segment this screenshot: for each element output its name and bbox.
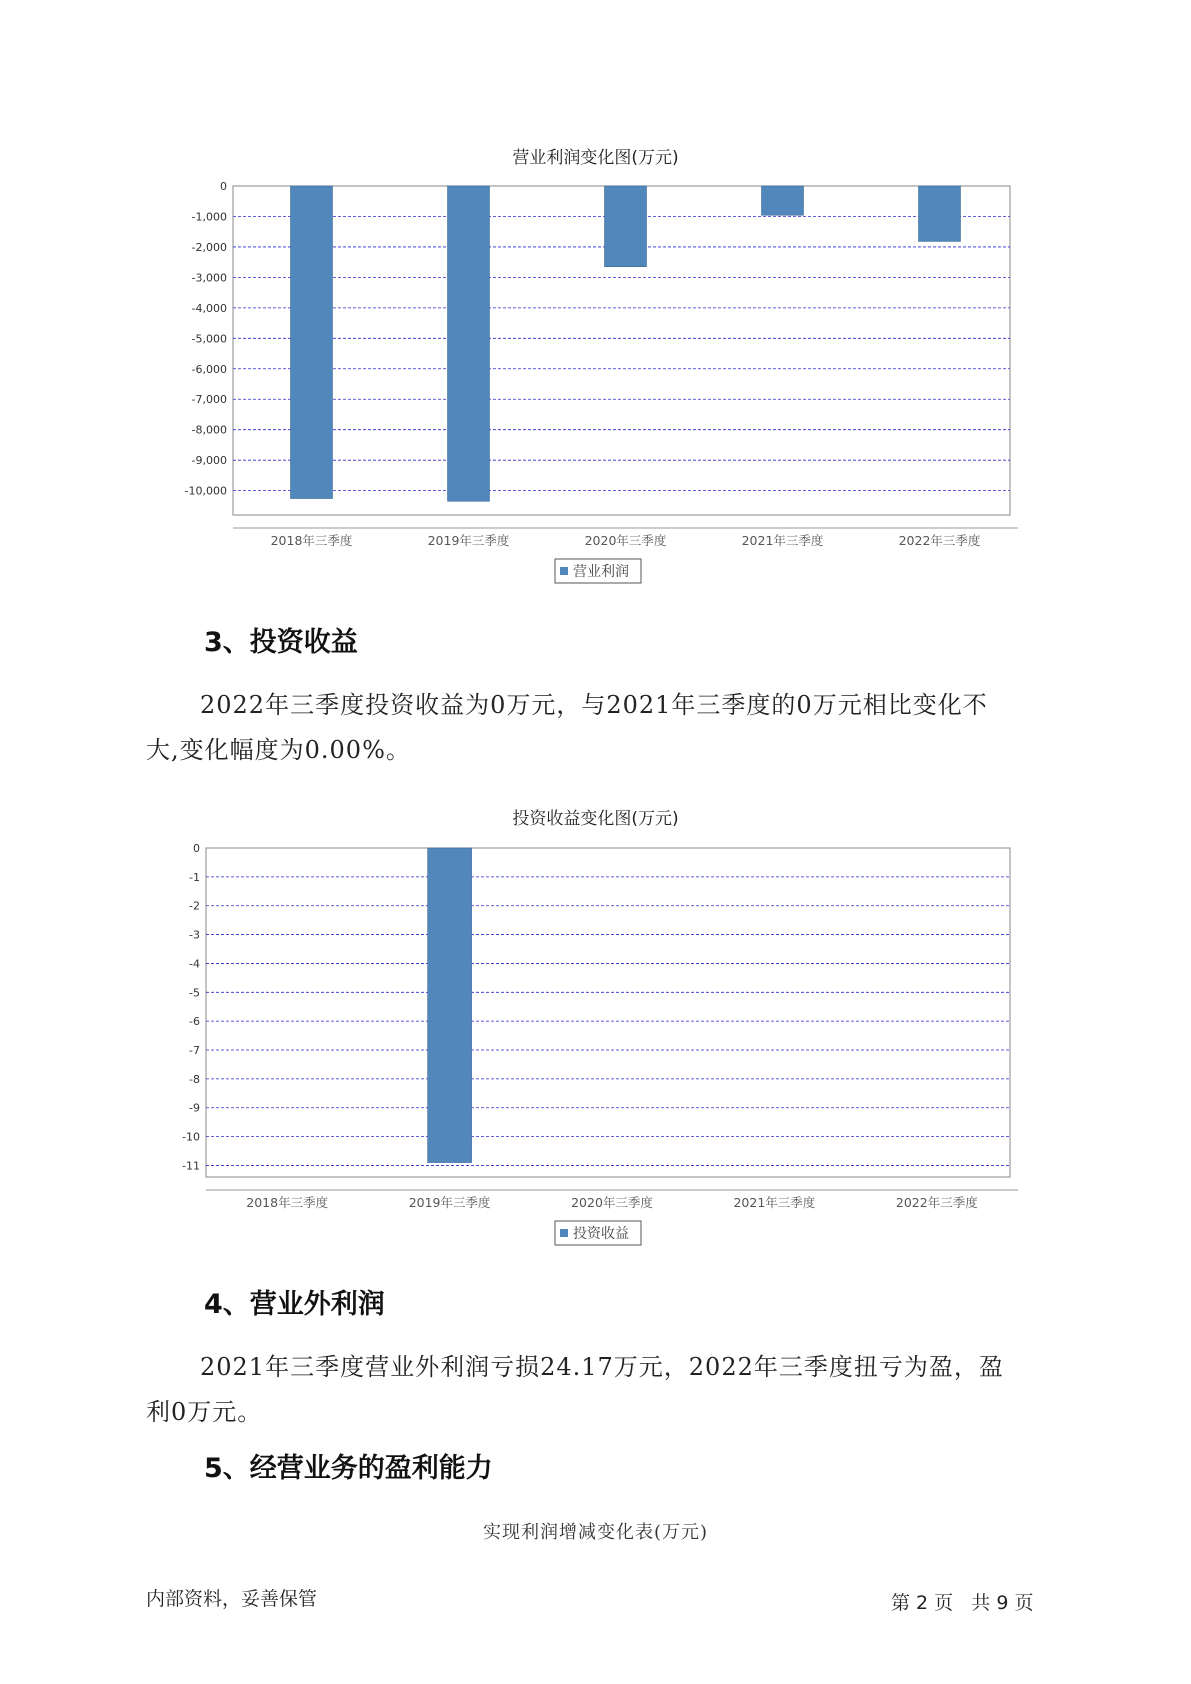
x-tick-label: 2019年三季度	[408, 1195, 491, 1210]
y-tick-label: -11	[182, 1159, 200, 1173]
y-tick-label: -9	[189, 1101, 200, 1115]
bar	[605, 186, 647, 267]
y-tick-label: -3	[189, 928, 200, 942]
x-tick-label: 2021年三季度	[733, 1195, 816, 1210]
section-heading-non-operating-profit: 4、营业外利润	[204, 1289, 385, 1320]
y-tick-label: -7	[189, 1044, 200, 1058]
paragraph-line: 利0万元。	[146, 1398, 263, 1426]
x-tick-label: 2022年三季度	[895, 1195, 978, 1210]
y-tick-label: -9,000	[191, 454, 227, 468]
y-tick-label: -7,000	[191, 393, 227, 407]
y-tick-label: -5	[189, 986, 200, 1000]
y-tick-label: -4	[189, 957, 200, 971]
operating-profit-chart	[0, 160, 1191, 590]
chart-title-investment-income: 投资收益变化图(万元)	[512, 809, 679, 829]
section-heading-investment-income: 3、投资收益	[204, 627, 358, 658]
x-tick-label: 2022年三季度	[898, 533, 981, 548]
footer-confidential-note: 内部资料，妥善保管	[146, 1588, 318, 1610]
x-tick-label: 2018年三季度	[270, 533, 353, 548]
x-tick-label: 2021年三季度	[741, 533, 824, 548]
y-tick-label: -1,000	[191, 210, 227, 224]
x-tick-label: 2020年三季度	[571, 1195, 653, 1210]
y-tick-label: -8	[189, 1072, 200, 1086]
investment-income-chart	[0, 822, 1191, 1252]
legend-swatch	[560, 567, 568, 575]
bar	[291, 186, 333, 499]
legend-swatch	[560, 1229, 568, 1237]
y-tick-label: -2,000	[191, 240, 227, 254]
y-tick-label: 0	[193, 842, 200, 855]
bar	[919, 186, 961, 241]
x-tick-label: 2018年三季度	[246, 1195, 329, 1210]
page-number: 第 2 页 共 9 页	[891, 1592, 1034, 1614]
y-tick-label: -3,000	[191, 271, 227, 285]
y-tick-label: -8,000	[191, 423, 227, 437]
y-tick-label: -1	[189, 870, 200, 884]
bar	[762, 186, 804, 215]
y-tick-label: -6	[189, 1015, 200, 1029]
y-tick-label: -2	[189, 899, 200, 913]
chart-title-operating-profit: 营业利润变化图(万元)	[512, 148, 679, 168]
y-tick-label: -10	[182, 1130, 200, 1144]
x-tick-label: 2019年三季度	[427, 533, 510, 548]
paragraph-line: 2022年三季度投资收益为0万元，与2021年三季度的0万元相比变化不	[200, 691, 988, 719]
plot-area	[206, 848, 1010, 1177]
y-tick-label: 0	[220, 180, 227, 193]
legend-label: 投资收益	[573, 1226, 629, 1242]
table-caption: 实现利润增减变化表(万元)	[482, 1522, 709, 1543]
y-tick-label: -4,000	[191, 301, 227, 315]
paragraph-line: 2021年三季度营业外利润亏损24.17万元，2022年三季度扭亏为盈，盈	[200, 1353, 1004, 1381]
paragraph-line: 大,变化幅度为0.00%。	[146, 736, 411, 764]
bar	[448, 186, 490, 501]
y-tick-label: -6,000	[191, 362, 227, 376]
y-tick-label: -10,000	[184, 484, 227, 498]
y-tick-label: -5,000	[191, 332, 227, 346]
x-tick-label: 2020年三季度	[584, 533, 667, 548]
legend-label: 营业利润	[573, 564, 629, 580]
section-heading-profitability: 5、经营业务的盈利能力	[204, 1453, 493, 1484]
bar	[428, 848, 472, 1163]
